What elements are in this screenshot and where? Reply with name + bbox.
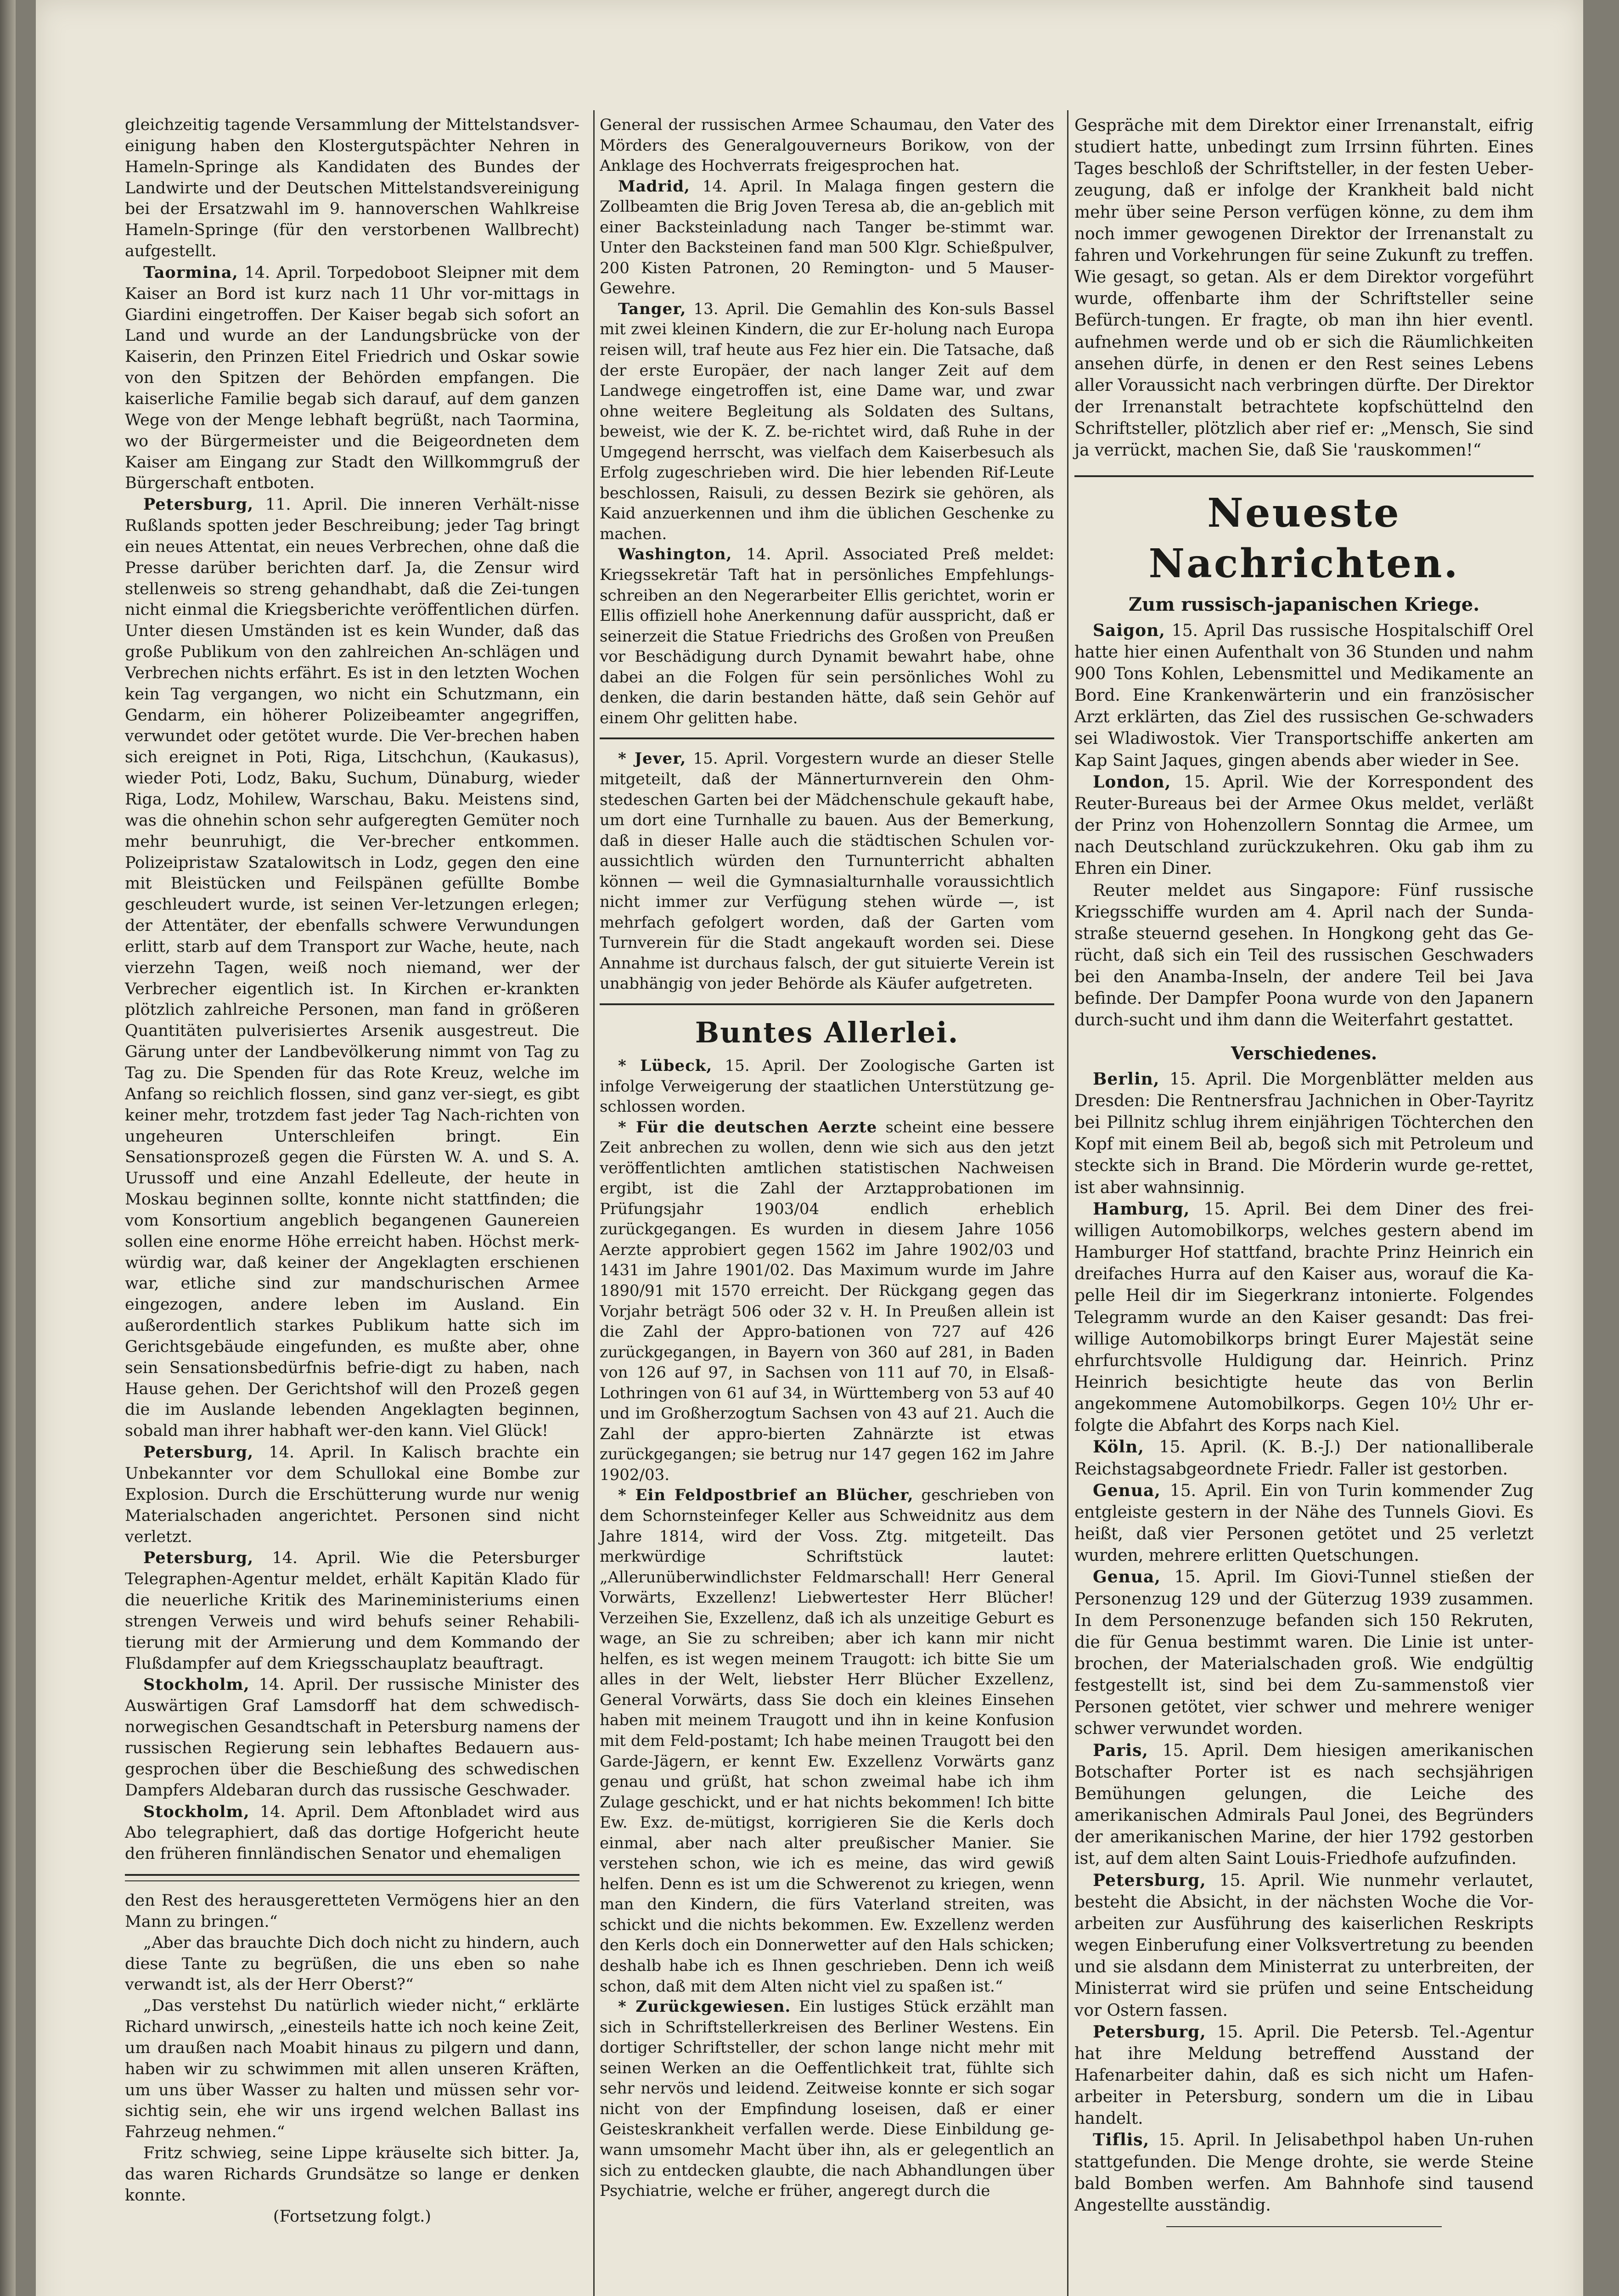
- article-text: In Jelisabethpol haben Un-ruhen stattgefunden. Die Menge drohte, sie werde Steine bald Bomben werfen. Am Bahnhofe sind tausend Angestellte ausständig.: [1074, 2131, 1534, 2215]
- article-paragraph: [600, 176, 1054, 299]
- dateline-date: 14. April.: [269, 1443, 355, 1462]
- article-text: In Malaga fingen gestern die Zollbeamten die Brig Joven Teresa ab, die an-geblich mit einer Backsteinladung nach Tanger be-stimmt war. Unter den Backsteinen fand man 500 Klgr. Schießpulver, 200 Kisten Patronen, 20 Remington- und 5 Mauser-Gewehre.: [600, 177, 1054, 298]
- subsection-heading: Zum russisch-japanischen Kriege.: [1128, 593, 1480, 615]
- article-paragraph: [1074, 1740, 1534, 1870]
- section-divider: [600, 737, 1054, 739]
- article-text: Dem Aftonbladet wird aus Abo telegraphiert, daß das dortige Hofgericht heute den früheren finnländischen Senator und ehemaligen: [125, 1802, 579, 1863]
- article-text: Wie die Petersburger Telegraphen-Agentur meldet, erhält Kapitän Klado für die neuerliche Kritik des Marineministeriums einen strengen Verweis und wird behufs seiner Rehabili-tierung mit der Armierung und dem Kommando der Flußdampfer auf dem Kriegsschauplatz beauftragt.: [125, 1549, 579, 1673]
- end-divider: [1166, 2226, 1442, 2227]
- item-lead: * Für die deutschen Aerzte: [618, 1118, 877, 1137]
- article-text: Gespräche mit dem Direktor einer Irrenanstalt, eifrig studiert hatte, unbedingt zum Irrsinn führten. Eines Tages beschloß der Schriftsteller, in der festen Ueber-zeugung, daß er infolge der Krankheit bald nicht mehr über seine Person verfügen könne, zu dem ihm noch immer gewogenen Direktor der Irrenanstalt zu fahren und Vorkehrungen für seine Zukunft zu treffen. Wie gesagt, so getan. Als er dem Direktor vorgeführt wurde, offenbarte ihm der Schriftsteller seine Befürch-tungen. Er fragte, ob man ihn hier eventl. aufnehmen werde und ob er sich die Räumlichkeiten ansehen dürfe, in denen er den Rest seines Lebens aller Voraussicht nach verbringen dürfte. Der Direktor der Irrenanstalt betrachtete kopfschüttelnd den Schriftsteller, plötzlich aber rief er: „Mensch, Sie sind ja verrückt, machen Sie, daß Sie 'rauskommen!“: [1074, 116, 1534, 460]
- dateline-place: Genua,: [1093, 1480, 1161, 1500]
- book-spine: [0, 0, 16, 2296]
- subsection-heading: Verschiedenes.: [1231, 1042, 1377, 1064]
- dateline-date: 11. April.: [265, 495, 348, 514]
- dateline-place: London,: [1093, 772, 1171, 792]
- article-text: Der Zoologische Garten ist infolge Verweigerung der staatlichen Unterstützung ge-schlossen worden.: [600, 1056, 1055, 1116]
- column-rule-1: [593, 110, 595, 2296]
- article-paragraph: [1074, 1480, 1534, 1567]
- article-paragraph: [600, 748, 1054, 994]
- article-text: Bei dem Diner des frei-willigen Automobilkorps, welches gestern abend im Hamburger Hof stattfand, brachte Prinz Heinrich ein dreifaches Hurra auf den Kaiser aus, worauf die Ka-pelle Heil dir im Siegerkranz intonierte. Folgendes Telegramm wurde an den Kaiser gesandt: Das frei-willige Automobilkorps bringt Eurer Majestät seine ehrfurchtsvolle Huldigung dar. Heinrich. Prinz Heinrich besichtigte heute das von Berlin angekommene Automobilkorps. Gegen 10½ Uhr er-folgte die Abfahrt des Korps nach Kiel.: [1074, 1199, 1534, 1435]
- article-paragraph: [1074, 1870, 1534, 2021]
- article-text: (K. B.-J.) Der nationalliberale Reichstagsabgeordnete Friedr. Faller ist gestorben.: [1074, 1438, 1534, 1479]
- article-paragraph: [125, 1442, 579, 1548]
- dateline-place: Paris,: [1093, 1740, 1148, 1760]
- article-text: Vorgestern wurde an dieser Stelle mitgeteilt, daß der Männerturnverein den Ohm-stedeschen Garten bei der Mädchenschule gekauft habe, um dort eine Turnhalle zu bauen. Aus der Bemerkung, daß in dieser Halle auch die städtischen Schulen vor-aussichtlich würden den Turnunterricht abhalten können — weil die Gymnasialturnhalle voraussichtlich nicht immer zur Verfügung stehen würde —, ist mehrfach gefolgert worden, daß der Garten vom Turnverein für die Stadt angekauft worden sei. Diese Annahme ist durchaus falsch, der gut situierte Verein ist unabhängig von jeder Behörde als Käufer aufgetreten.: [600, 749, 1054, 993]
- dateline-place: Petersburg,: [1093, 2022, 1206, 2042]
- article-text: Associated Preß meldet: Kriegssekretär Taft hat in persönliches Empfehlungs-schreiben an den Negerarbeiter Ellis gerichtet, worin er Ellis offiziell hohe Anerkennung dafür ausspricht, daß er seinerzeit die Statue Friedrichs des Großen von Preußen vor Beschädigung durch Dynamit bewahrt habe, ohne dabei an die Folgen für sein persönliches Wohl zu denken, die darin bestanden hätte, daß sein Gehör auf einem Ohr gelitten habe.: [600, 545, 1054, 727]
- article-paragraph: [600, 544, 1054, 728]
- dateline-date: 15. April.: [693, 749, 769, 768]
- dateline-place: Washington,: [618, 545, 732, 564]
- article-paragraph: [600, 1117, 1054, 1486]
- article-text: Die Gemahlin des Kon-suls Bassel mit zwei kleinen Kindern, die zur Er-holung nach Europa reisen will, traf heute aus Fez hier ein. Die Tatsache, daß der erste Europäer, der nach langer Zeit auf dem Landwege eingetroffen ist, eine Dame war, und zwar ohne weitere Begleitung als Soldaten des Sultans, beweist, wie der K. Z. be-richtet wird, daß Ruhe in der Umgegend herrscht, was vielfach dem Kaiserbesuch als Erfolg zugeschrieben wird. Die hier lebenden Rif-Leute beschlossen, Raisuli, zu dessen Bezirk sie gehören, als Kaid anzuerkennen und ihm die üblichen Geschenke zu machen.: [600, 299, 1054, 543]
- article-text: Die Morgenblätter melden aus Dresden: Die Rentnersfrau Jachnichen in Ober-Tayritz bei Pillnitz schlug ihrem einjährigen Töchterchen den Kopf mit einem Beil ab, begoß sich mit Petroleum und steckte sich in Brand. Die Mörderin wurde ge-rettet, ist aber wahnsinnig.: [1074, 1069, 1534, 1197]
- article-paragraph: [600, 1997, 1054, 2201]
- section-heading: Neueste Nachrichten.: [1148, 490, 1460, 587]
- dateline-place: Petersburg,: [143, 1548, 254, 1568]
- dateline-place: * Lübeck,: [618, 1056, 713, 1075]
- dateline-date: 15. April.: [1159, 1438, 1247, 1457]
- article-text: Reuter meldet aus Singapore: Fünf russische Kriegsschiffe wurden am 4. April nach der Sunda-straße steuernd gesehen. In Hongkong geht das Ge-rücht, daß sich ein Teil des russischen Geschwaders bei den Anamba-Inseln, der andere Teil bei Java befinde. Der Dampfer Poona wurde von den Japanern durch-sucht und ihm dann die Weiterfahrt gestattet.: [1074, 881, 1534, 1030]
- feuilleton-paragraph: „Das verstehst Du natürlich wieder nicht,“ erklärte Richard unwirsch, „einesteils hatte ich noch keine Zeit, um draußen nach Moabit hinaus zu pilgern und dann, haben wir zu schwimmen mit allen unseren Kräften, um uns über Wasser zu halten und müssen sehr vor-sichtig sein, ehe wir uns irgend welchen Ballast ins Fahrzeug nehmen.“: [125, 1997, 579, 2142]
- dateline-place: Taormina,: [143, 263, 238, 282]
- article-text: Das russische Hospitalschiff Orel hatte hier einen Aufenthalt von 36 Stunden und nahm 900 Tons Kohlen, Lebensmittel und Medikamente an Bord. Eine Krankenwärterin und ein französischer Arzt erklärten, das Ziel des russischen Ge-schwaders sei Wladiwostok. Vier Transportschiffe ankerten am Kap Saint Jaques, gingen abends aber wieder in See.: [1074, 621, 1534, 770]
- article-paragraph: [600, 1056, 1054, 1117]
- article-paragraph: [1074, 1199, 1534, 1437]
- article-text: In Kalisch brachte ein Unbekannter vor dem Schullokal eine Bombe zur Explosion. Durch die Erschütterung wurde nur wenig Materialschaden angerichtet. Personen sind nicht verletzt.: [125, 1443, 579, 1546]
- dateline-place: Petersburg,: [143, 1443, 254, 1462]
- dateline-place: Tiflis,: [1093, 2130, 1150, 2150]
- article-text: Wie der Korrespondent des Reuter-Bureaus bei der Armee Okus meldet, verläßt der Prinz von Hohenzollern Sonntag die Armee, um nach Deutschland zurückzukehren. Oku gab ihm zu Ehren ein Diner.: [1074, 772, 1534, 878]
- dateline-place: Petersburg,: [1093, 1870, 1206, 1890]
- article-text: Ein von Turin kommender Zug entgleiste gestern in der Nähe des Tunnels Giovi. Es heißt, daß vier Personen getötet und 25 verletzt wurden, mehrere erlitten Quetschungen.: [1074, 1481, 1534, 1565]
- article-paragraph: [1074, 2129, 1534, 2216]
- column-3: [1074, 115, 1534, 2227]
- article-text: General der russischen Armee Schaumau, den Vater des Mörders des Generalgouverneurs Borikow, von der Anklage des Hochverrats freigesprochen hat.: [600, 116, 1054, 175]
- article-paragraph: [1074, 2021, 1534, 2130]
- section-divider: [1074, 475, 1534, 477]
- feuilleton-paragraph: den Rest des herausgeretteten Vermögens hier an den Mann zu bringen.“: [125, 1891, 579, 1931]
- dateline-date: 15. April.: [1169, 1069, 1252, 1089]
- article-text: Im Giovi-Tunnel stießen der Personenzug 129 und der Güterzug 1939 zusammen. In dem Personenzuge befanden sich 150 Rekruten, die für Genua bestimmt waren. Die Linie ist unter-brochen, der Materialschaden groß. Wie endgültig festgestellt ist, sind bei dem Zu-sammenstoß vier Personen getötet, vier schwer und mehrere weniger schwer verwundet worden.: [1074, 1568, 1534, 1739]
- article-paragraph: [125, 1548, 579, 1674]
- dateline-place: Hamburg,: [1093, 1199, 1190, 1219]
- dateline-place: * Jever,: [618, 749, 686, 768]
- dateline-date: 13. April.: [693, 299, 770, 318]
- column-rule-2: [1067, 110, 1068, 2296]
- article-text: Torpedoboot Sleipner mit dem Kaiser an Bord ist kurz nach 11 Uhr vor-mittags in Giardini eingetroffen. Der Kaiser begab sich sofort an Land und wurde an der Landungsbrücke von der Kaiserin, den Prinzen Eitel Friedrich und Oskar sowie von den Spitzen der Behörden empfangen. Die kaiserliche Familie begab sich darauf, auf dem ganzen Wege von der Menge lebhaft begrüßt, nach Taormina, wo der Bürgermeister und die Beigeordneten dem Kaiser am Eingang zur Stadt den Willkommgruß der Bürgerschaft entboten.: [125, 263, 579, 493]
- article-text: Wie nunmehr verlautet, besteht die Absicht, in der nächsten Woche die Vor-arbeiten zur Ausführung des kaiserlichen Reskripts wegen Einberufung einer Volksvertretung zu beenden und sie alsdann dem Ministerrat zu unterbreiten, der Ministerrat wird sie prüfen und seine Entscheidung vor Ostern fassen.: [1074, 1871, 1534, 2020]
- dateline-date: 14. April.: [746, 545, 829, 564]
- dateline-date: 14. April.: [244, 263, 321, 282]
- dateline-date: 15. April.: [1158, 2131, 1240, 2150]
- section-divider: [600, 1003, 1054, 1005]
- article-paragraph: [600, 1485, 1054, 1997]
- dateline-date: 14. April.: [260, 1802, 341, 1821]
- feuilleton-paragraph: „Aber das brauchte Dich doch nicht zu hindern, auch diese Tante zu begrüßen, die uns eben so nahe verwandt ist, als der Herr Oberst?“: [125, 1933, 579, 1994]
- article-text: Der russische Minister des Auswärtigen Graf Lamsdorff hat dem schwedisch-norwegischen Gesandtschaft in Petersburg namens der russischen Regierung sein lebhaftes Bedauern aus-gesprochen über die Beschießung des schwedischen Dampfers Aldebaran durch das russische Geschwader.: [125, 1676, 579, 1800]
- section-heading: Buntes Allerlei.: [695, 1015, 959, 1049]
- dateline-place: Genua,: [1093, 1567, 1161, 1587]
- dateline-place: Madrid,: [618, 177, 690, 196]
- article-paragraph: [125, 494, 579, 1442]
- article-text: geschrieben von dem Schornsteinfeger Keller aus Schweidnitz aus dem Jahre 1814, wird der Voss. Ztg. mitgeteilt. Das merkwürdige Schriftstück lautet: „Allerunüberwindlichster Feldmarschall! Herr General Vorwärts, Exzellenz! Liebwertester Herr Blücher! Verzeihen Sie, Exzellenz, daß ich als unzeitige Geburt es wage, an Sie zu schreiben; aber ich kann mir nicht helfen, es ist wegen meinem Traugott: ich bitte Sie um alles in der Welt, liebster Herr Blücher Exzellenz, General Vorwärts, dass Sie doch ein kleines Einsehen haben mit meinem Traugott und ihn in keine Konfusion mit dem Feld-postamt; Ich habe meinen Traugott bei den Garde-Jägern, er kennt Ew. Exzellenz Vorwärts ganz genau und grüßt, hat schon zweimal habe ich ihm Zulage geschickt, und er hat nichts bekommen! Ich bitte Ew. Exz. de-mütigst, korrigieren Sie die Kerls doch einmal, aber nach alter preußischer Manier. Sie verstehen schon, wie ich es meine, das wird gewiß helfen. Denn es ist um die Schwerenot zu kriegen, wenn man den Kindern, die fürs Vaterland streiten, was schickt und die nichts bekommen. Ew. Exzellenz werden den Kerls doch ein Donnerwetter auf den Hals schicken; deshalb habe ich es Ihnen geschrieben. Denn ich weiß schon, daß mit dem Alten nicht viel zu spaßen ist.“: [600, 1486, 1055, 1996]
- dateline-date: 15. April.: [725, 1056, 806, 1075]
- dateline-date: 14. April.: [272, 1549, 361, 1568]
- article-paragraph: [1074, 1566, 1534, 1739]
- dateline-date: 15. April.: [1162, 1741, 1249, 1760]
- article-paragraph: [1074, 620, 1534, 771]
- article-paragraph: [1074, 1069, 1534, 1199]
- column-1: [125, 115, 579, 2228]
- dateline-date: 15. April.: [1203, 1199, 1291, 1219]
- dateline-date: 15. April.: [1219, 1871, 1305, 1890]
- article-paragraph: [125, 1801, 579, 1865]
- article-text: gleichzeitig tagende Versammlung der Mittelstandsver-einigung haben den Klostergutspächter Nehren in Hameln-Springe als Kandidaten des Bundes der Landwirte und der Deutschen Mittelstandsvereinigung bei der Ersatzwahl im 9. hannoverschen Wahlkreise Hameln-Springe (für den verstorbenen Wallbrecht) aufgestellt.: [125, 116, 579, 261]
- dateline-place: Tanger,: [618, 299, 686, 318]
- dateline-place: Stockholm,: [143, 1802, 250, 1821]
- article-paragraph: [600, 299, 1054, 545]
- dateline-place: Stockholm,: [143, 1675, 250, 1694]
- item-lead: * Zurückgewiesen.: [618, 1998, 791, 2016]
- article-text: Dem hiesigen amerikanischen Botschafter Porter ist es nach sechsjährigen Bemühungen gelungen, die Leiche des amerikanischen Admirals Paul Jonei, des Begründers der amerikanischen Marine, der hier 1792 gestorben ist, auf dem alten Saint Louis-Friedhofe aufzufinden.: [1074, 1741, 1534, 1868]
- article-text: Die inneren Verhält-nisse Rußlands spotten jeder Beschreibung; jeder Tag bringt ein neues Attentat, ein neues Verbrechen, ohne daß die Presse darüber berichten darf. Ja, die Zensur wird stellenweis so streng gehandhabt, daß die Zei-tungen nicht einmal die Kriegsberichte veröffentlichen dürfen. Unter diesen Umständen ist es kein Wunder, daß das große Publikum von den zahlreichen An-schlägen und Verbrechen nichts erfährt. Es ist in den letzten Wochen kein Tag vergangen, wo nicht ein Schutzmann, ein Gendarm, ein höherer Polizeibeamter angegriffen, verwundet oder getötet wurde. Die Ver-brechen haben sich ereignet in Poti, Riga, Litschchun, (Kaukasus), wieder Poti, Lodz, Baku, Suchum, Dünaburg, wieder Riga, Lodz, Mohilew, Warschau, Baku. Meistens sind, was die ohnehin schon sehr aufgeregten Gemüter noch mehr beunruhigt, die Ver-brecher entkommen. Polizeipristaw Szatalowitsch in Lodz, gegen den eine mit Bleistücken und Feilspänen gefüllte Bombe geschleudert wurde, ist seinen Ver-letzungen erlegen; der Attentäter, der ebenfalls schwere Verwundungen erlitt, starb auf dem Transport zur Wache, heute, nach vierzehn Tagen, weiß noch niemand, wer der Verbrecher eigentlich ist. In Kirchen er-krankten plötzlich zahlreiche Personen, man fand in größeren Quantitäten pulverisiertes Arsenik ausgestreut. Die Gärung unter der Landbevölkerung nimmt von Tag zu Tag zu. Die Spenden für das Rote Kreuz, welche im Anfang so reichlich flossen, sind ganz ver-siegt, es gibt keiner mehr, trotzdem fast jeder Tag Nach-richten von ungeheuren Unterschleifen bringt. Ein Sensationsprozeß gegen die Fürsten W. A. und S. A. Urussoff und eine Anzahl Edelleute, der heute in Moskau beginnen sollte, konnte nicht stattfinden; die vom Konsortium angeblich begangenen Gaunereien sollen eine enorme Höhe erreicht haben. Höchst merk-würdig war, daß keiner der Angeklagten erschienen war, etliche sind zur mandschurischen Armee eingezogen, andere leben im Ausland. Ein außerordentlich starkes Publikum hatte sich im Gerichtsgebäude eingefunden, es mußte aber, ohne sein Sensationsbedürfnis befrie-digt zu haben, nach Hause gehen. Der Gerichtshof will den Prozeß gegen die im Auslande lebenden Angeklagten beginnen, sobald man ihrer habhaft wer-den kann. Viel Glück!: [125, 495, 579, 1441]
- dateline-place: Köln,: [1093, 1437, 1144, 1457]
- dateline-date: 14. April.: [702, 177, 783, 196]
- article-text: Die Petersb. Tel.-Agentur hat ihre Meldung betreffend Ausstand der Hafenarbeiter dahin, daß es sich nicht um Hafen-arbeiter in Petersburg, sondern um die in Libau handelt.: [1074, 2022, 1534, 2128]
- item-lead: * Ein Feldpostbrief an Blücher,: [618, 1486, 914, 1505]
- continued-note: (Fortsetzung folgt.): [273, 2207, 432, 2226]
- article-paragraph: [125, 262, 579, 494]
- article-paragraph: [1074, 1436, 1534, 1480]
- article-text: scheint eine bessere Zeit anbrechen zu wollen, denn wie sich aus den jetzt veröffentlichten amtlichen statistischen Nachweisen ergibt, ist die Zahl der Arztapprobationen im Prüfungsjahr 1903/04 endlich erheblich zurückgegangen. Es wurden in diesem Jahre 1056 Aerzte approbiert gegen 1562 im Jahre 1902/03 und 1431 im Jahre 1901/02. Das Maximum wurde im Jahre 1890/91 mit 1570 erreicht. Der Rückgang gegen das Vorjahr beträgt 506 oder 32 v. H. In Preußen allein ist die Zahl der Appro-bationen von 727 auf 426 zurückgegangen, in Bayern von 360 auf 281, in Baden von 126 auf 97, in Sachsen von 111 auf 70, in Elsaß-Lothringen von 61 auf 34, in Württemberg von 53 auf 40 und im Großherzogtum Sachsen von 43 auf 21. Auch die Zahl der appro-bierten Zahnärzte ist etwas zurückgegangen; sie betrug nur 147 gegen 162 im Jahre 1902/03.: [600, 1118, 1055, 1484]
- dateline-date: 15. April.: [1184, 772, 1269, 792]
- article-text: Ein lustiges Stück erzählt man sich in Schriftstellerkreisen des Berliner Westens. Ein dortiger Schriftsteller, der schon lange nicht mehr mit seinen Werken an die Oeffentlichkeit trat, fühlte sich sehr nervös und leidend. Zeitweise konnte er sich sogar nicht von der Empfindung loseisen, daß er einer Geisteskrankheit verfallen werde. Diese Einbildung ge-wann umsomehr Macht über ihn, als er gelegentlich an sich zu entdecken glaubte, die nach Abhandlungen über Psychiatrie, welche er früher, angeregt durch die: [600, 1998, 1055, 2200]
- dateline-date: 15. April.: [1169, 1481, 1252, 1500]
- dateline-date: 15. April.: [1217, 2022, 1300, 2042]
- dateline-date: 14. April.: [259, 1676, 339, 1694]
- feuilleton-paragraph: Fritz schwieg, seine Lippe kräuselte sich bitter. Ja, das waren Richards Grundsätze so lange er denken konnte.: [125, 2144, 579, 2205]
- dateline-date: 15. April: [1171, 621, 1246, 640]
- dateline-date: 15. April.: [1174, 1568, 1261, 1587]
- feuilleton-divider: [125, 1874, 579, 1881]
- dateline-place: Petersburg,: [143, 495, 254, 514]
- article-paragraph: [125, 1674, 579, 1801]
- column-2: [600, 115, 1054, 2201]
- dateline-place: Saigon,: [1093, 620, 1165, 640]
- article-paragraph: [1074, 771, 1534, 880]
- dateline-place: Berlin,: [1093, 1069, 1160, 1089]
